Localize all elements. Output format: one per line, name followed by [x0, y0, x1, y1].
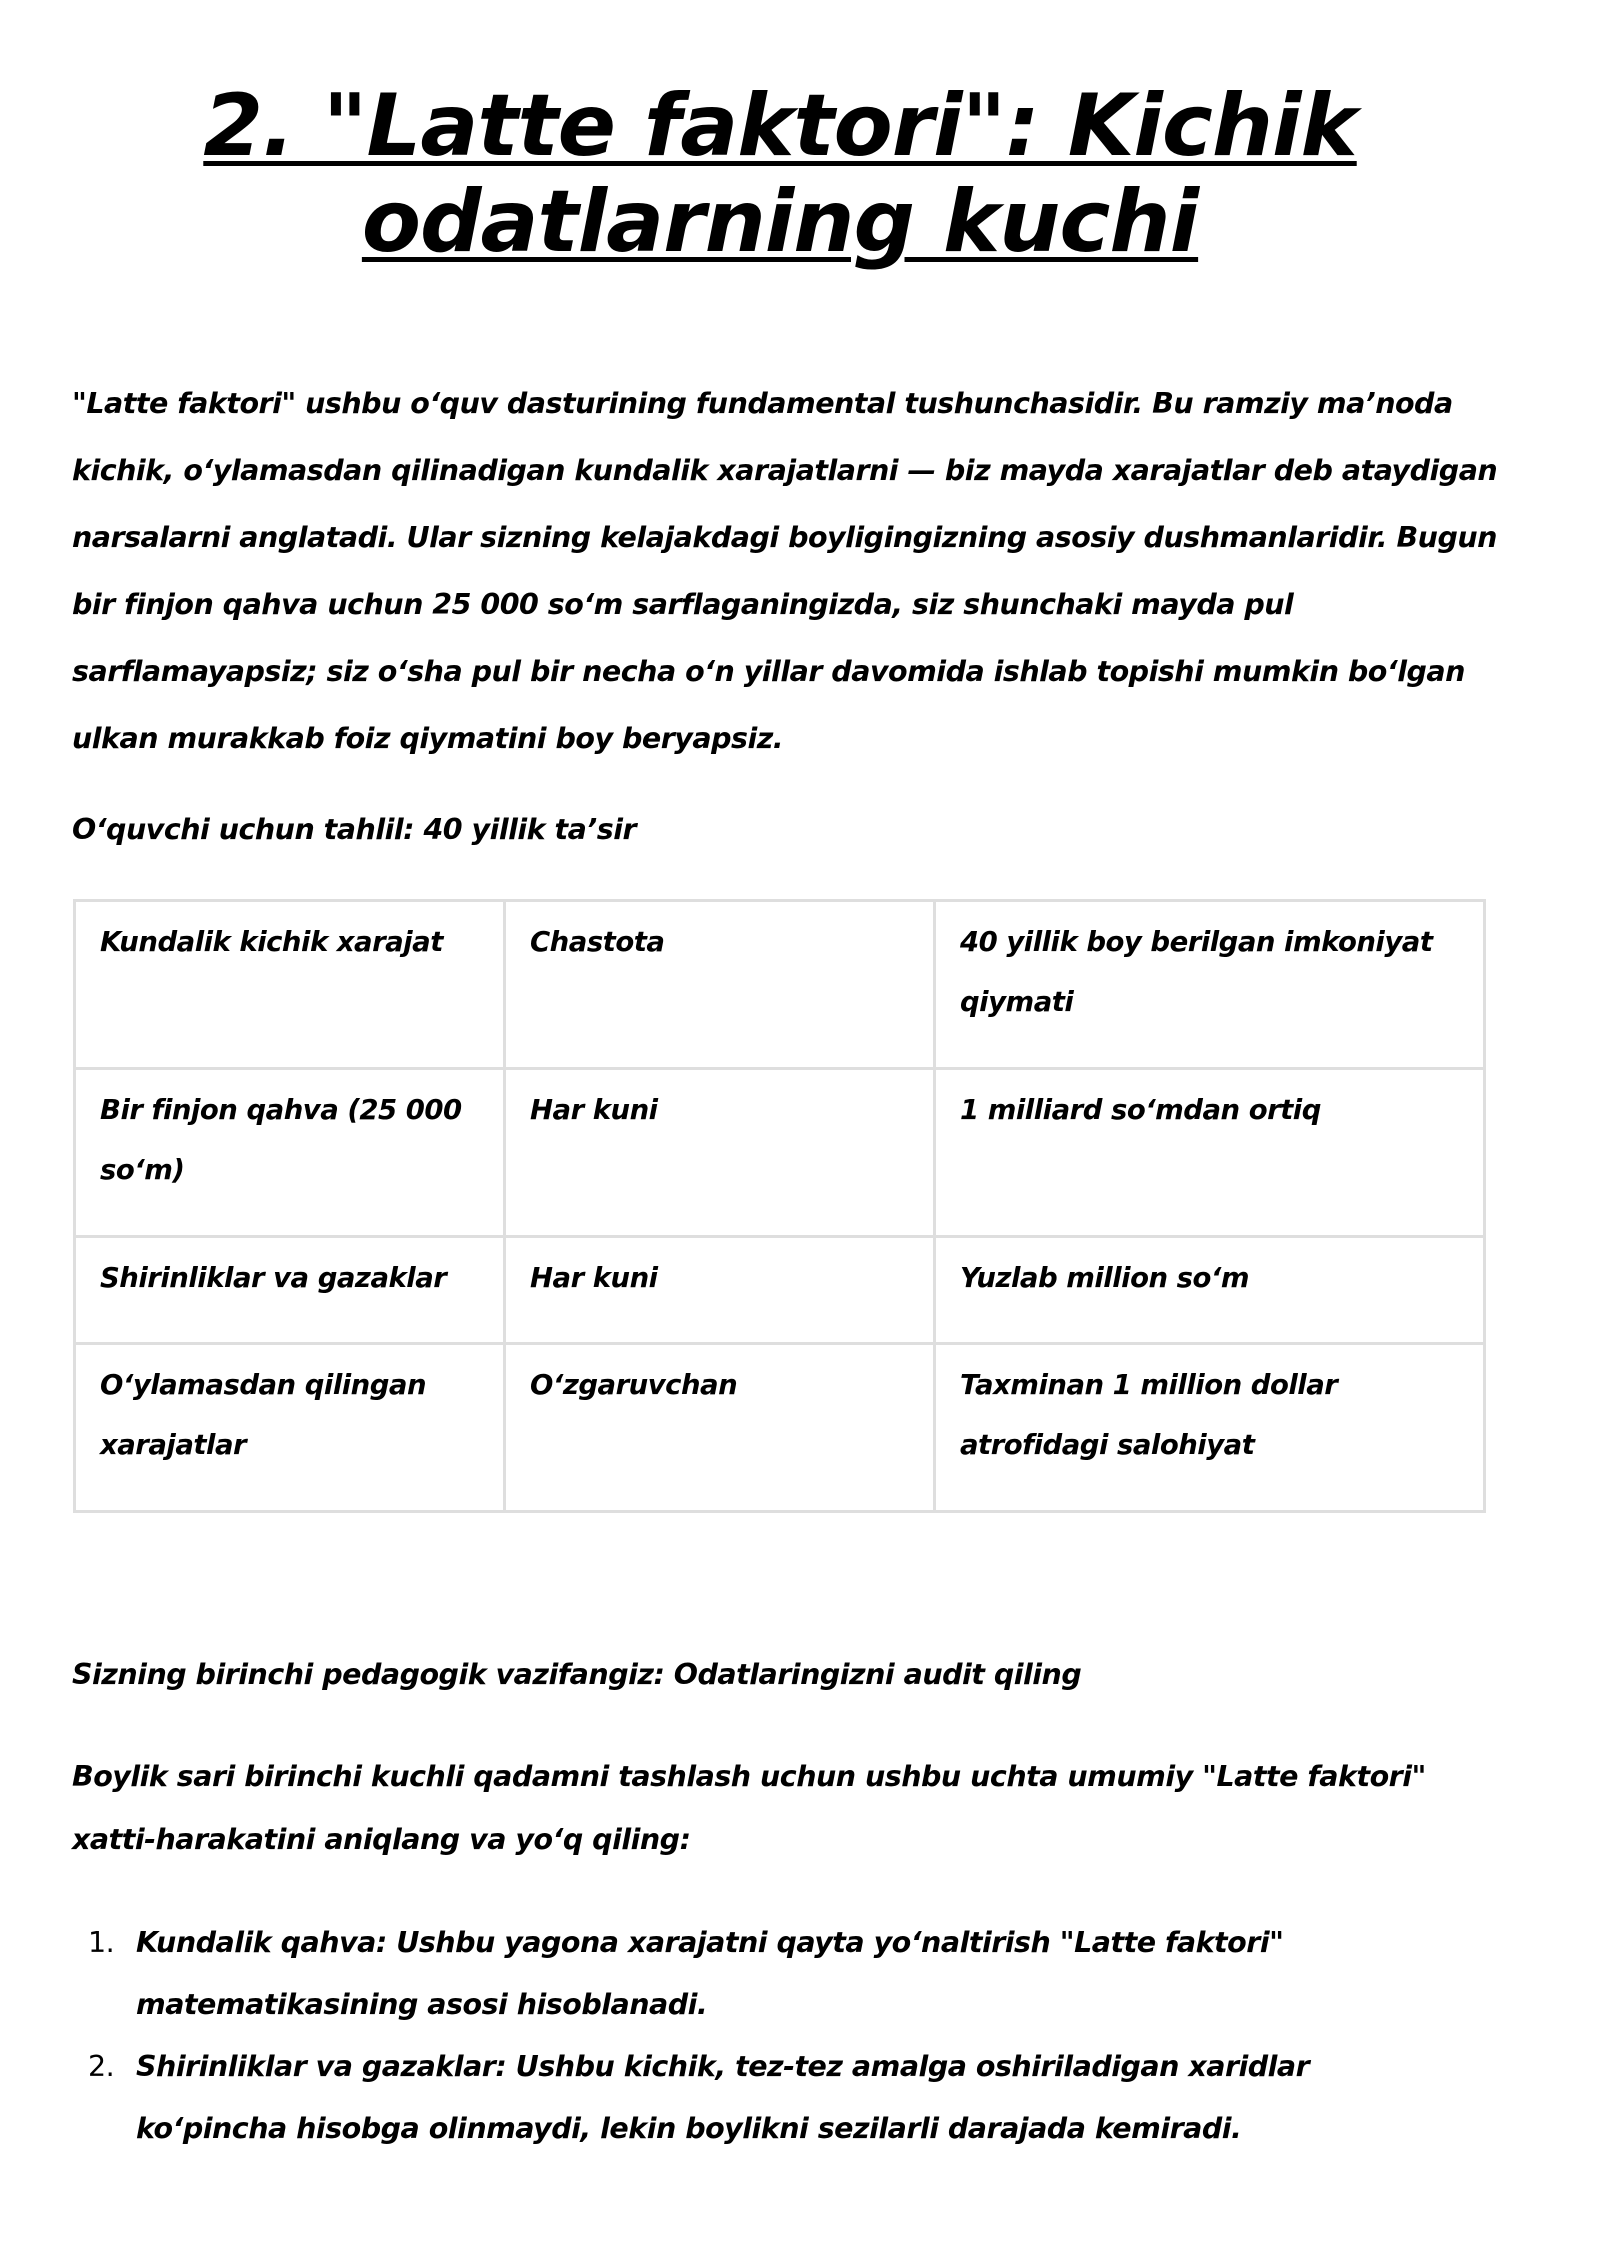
list-item-text: Kundalik qahva: Ushbu yagona xarajatni qayta yo‘naltirish "Latte faktori" matematikasining asosi hisoblanadi. [136, 1926, 1284, 2021]
list-item [72, 1912, 1442, 2036]
page-title [120, 78, 1440, 270]
table-cell: O‘ylamasdan qilingan xarajatlar [75, 1344, 505, 1512]
table-cell: 1 milliard so‘mdan ortiq [935, 1069, 1485, 1237]
page-title-line-1: 2. "Latte faktori": Kichik [203, 76, 1357, 176]
table-cell: Taxminan 1 million dollar atrofidagi salohiyat [935, 1344, 1485, 1512]
table-cell: Bir finjon qahva (25 000 so‘m) [75, 1069, 505, 1237]
impact-table [73, 899, 1486, 1513]
table-cell: Yuzlab million so‘m [935, 1237, 1485, 1344]
intro-paragraph: "Latte faktori" ushbu o‘quv dasturining fundamental tushunchasidir. Bu ramziy ma’noda kichik, o‘ylamasdan qilinadigan kundalik xarajatlarni — biz mayda xarajatlar deb ataydigan narsalarni anglatadi. Ular sizning kelajakdagi boyligingizning asosiy dushmanlaridir. Bugun bir finjon qahva uchun 25 000 so‘m sarflaganingizda, siz shunchaki mayda pul sarflamayapsiz; siz o‘sha pul bir necha o‘n yillar davomida ishlab topishi mumkin bo‘lgan ulkan murakkab foiz qiymatini boy beryapsiz. [72, 387, 1498, 755]
list-item-number: 2. [88, 2050, 115, 2083]
table-header-cell: 40 yillik boy berilgan imkoniyat qiymati [935, 901, 1485, 1069]
table-row [75, 1237, 1485, 1344]
task-intro-paragraph: Boylik sari birinchi kuchli qadamni tashlash uchun ushbu uchta umumiy "Latte faktori" xatti-harakatini aniqlang va yo‘q qiling: [72, 1760, 1426, 1856]
table-cell: Shirinliklar va gazaklar [75, 1237, 505, 1344]
page-title-line-2: odatlarning kuchi [361, 172, 1199, 272]
table-cell: O‘zgaruvchan [505, 1344, 935, 1512]
table-header-cell: Kundalik kichik xarajat [75, 901, 505, 1069]
task-heading: Sizning birinchi pedagogik vazifangiz: Odatlaringizni audit qiling [72, 1658, 1082, 1691]
table-header-row [75, 901, 1485, 1069]
table-row [75, 1069, 1485, 1237]
list-item [72, 2036, 1442, 2160]
list-item-number: 1. [88, 1926, 115, 1959]
list-item-text: Shirinliklar va gazaklar: Ushbu kichik, tez-tez amalga oshiriladigan xaridlar ko‘pincha hisobga olinmaydi, lekin boylikni sezilarli darajada kemiradi. [136, 2050, 1310, 2145]
table-header-cell: Chastota [505, 901, 935, 1069]
table-row [75, 1344, 1485, 1512]
analysis-heading: O‘quvchi uchun tahlil: 40 yillik ta’sir [72, 813, 637, 846]
steps-list [72, 1912, 1442, 2160]
table-cell: Har kuni [505, 1237, 935, 1344]
table-cell: Har kuni [505, 1069, 935, 1237]
